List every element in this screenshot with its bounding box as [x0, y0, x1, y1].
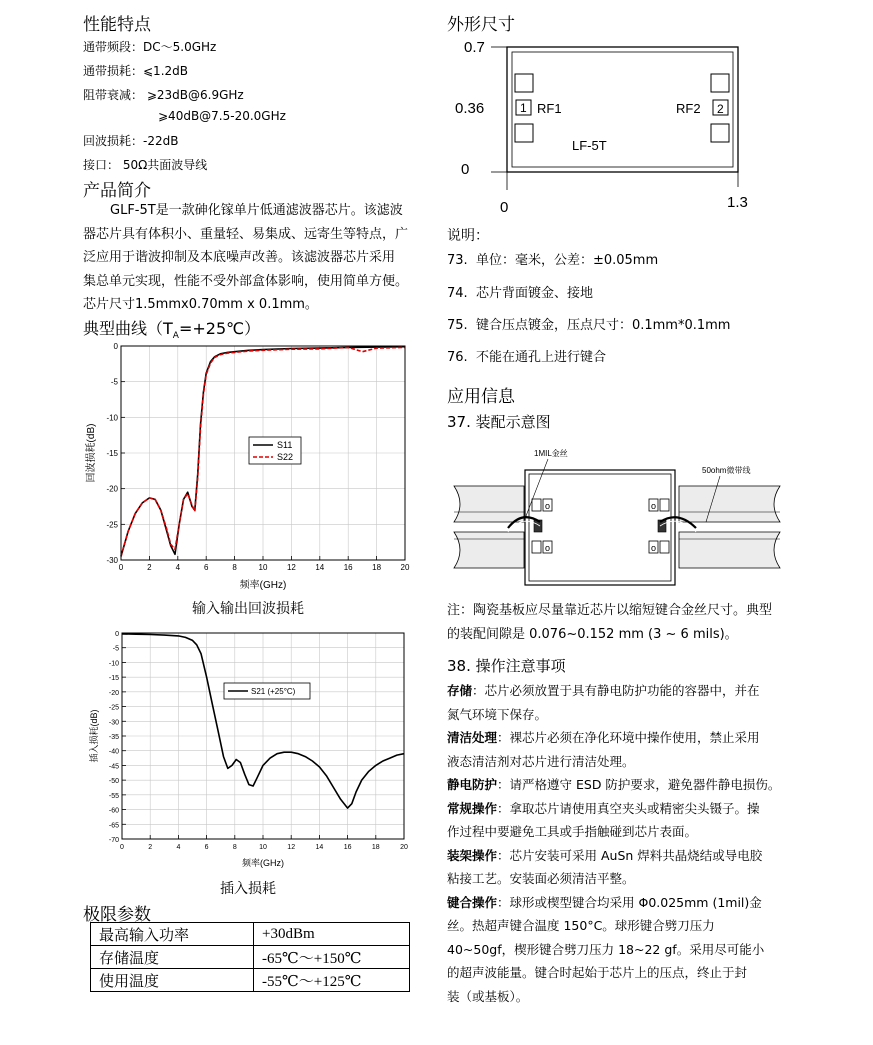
return-loss-legend: [249, 437, 301, 464]
y-tick-label: -30: [108, 719, 119, 727]
legend-s22-label: S22: [277, 452, 294, 462]
label-gold-wire: 1MIL金丝: [534, 449, 568, 458]
op-line: 作过程中要避免工具或手指触碰到芯片表面。: [447, 824, 698, 839]
table-row: [91, 946, 410, 969]
x-tick-label: 4: [176, 844, 181, 851]
left-substrate: [454, 486, 524, 522]
op-line: 装（或基板）。: [447, 988, 529, 1004]
x-tick-label: 14: [315, 844, 324, 851]
x-tick-label: 20: [400, 844, 408, 851]
x-tick-label: 16: [343, 844, 352, 851]
intro-line: 泛应用于谐波抑制及本底噪声改善。该滤波器芯片采用: [83, 250, 396, 265]
x-tick-label: 12: [286, 563, 296, 572]
note-item: [447, 282, 593, 301]
y-tick-label: -20: [106, 484, 118, 494]
y-tick-label: -40: [108, 748, 119, 756]
y-tick-label: -10: [108, 660, 119, 668]
note-number: 76.: [447, 350, 468, 365]
op-line: 装架操作：芯片安装可采用 AuSn 焊料共晶烧结或导电胶: [447, 847, 763, 863]
y-tick-label: -25: [106, 520, 118, 530]
insertion-loss-ticks: [109, 631, 408, 851]
limit-value: -55℃～+125℃: [254, 969, 410, 992]
note-number: 75.: [447, 318, 468, 333]
limit-name: 存储温度: [91, 946, 254, 969]
insertion-loss-chart: [84, 625, 414, 873]
right-substrate: [679, 486, 780, 522]
op-line: 氮气环境下保存。: [447, 706, 548, 722]
ground-pad: [515, 124, 533, 142]
op-line: 的超声波能量。键合时起始于芯片上的压点，终止于封: [447, 965, 748, 980]
outline-x-right: 1.3: [727, 194, 748, 211]
feature-rejection-1: 阻带衰减： ⩾23dB@6.9GHz: [83, 88, 244, 102]
curves-title-prefix: 典型曲线（T: [83, 319, 173, 338]
ground-pad: [711, 124, 729, 142]
op-line: 丝。热超声键合温度 150°C。球形键合劈刀压力: [447, 918, 715, 933]
legend-s11-label: S11: [277, 440, 293, 450]
intro-line: 器芯片具有体积小、重量轻、易集成、远寄生等特点，广: [83, 226, 409, 242]
table-row: [91, 923, 410, 946]
y-tick-label: 0: [115, 631, 119, 638]
feature-interface: 接口： 50Ω共面波导线: [83, 158, 208, 172]
op-line: 存储：芯片必须放置于具有静电防护功能的容器中，并在: [447, 683, 760, 698]
rf2-label: RF2: [676, 101, 701, 116]
insertion-loss-grid: [122, 633, 404, 839]
y-tick-label: -15: [106, 449, 118, 458]
x-tick-label: 0: [120, 844, 124, 851]
return-loss-caption: 输入输出回波损耗: [192, 601, 304, 617]
return-loss-xlabel: 频率(GHz): [239, 580, 287, 591]
table-row: [91, 969, 410, 992]
intro-paragraph: [83, 199, 408, 317]
limit-value: -65℃～+150℃: [254, 946, 410, 969]
pad-mark: o: [651, 543, 657, 553]
feature-insertion-loss: 通带损耗：⩽1.2dB: [83, 64, 188, 78]
intro-line: GLF-5T是一款砷化镓单片低通滤波器芯片。该滤波: [110, 203, 403, 218]
notes-title: 说明：: [447, 228, 489, 244]
return-loss-chart: [78, 338, 418, 594]
note-text: 不能在通孔上进行键合: [475, 350, 606, 365]
outline-y-bot: 0: [461, 161, 470, 178]
x-tick-label: 8: [232, 563, 237, 572]
operations-title: 38. 操作注意事项: [447, 657, 566, 675]
note-item: [447, 249, 658, 268]
pad-mark: o: [651, 501, 657, 511]
note-text: 芯片背面镀金、接地: [475, 286, 593, 301]
pad-mark: o: [545, 543, 551, 553]
x-tick-label: 6: [204, 844, 209, 851]
x-tick-label: 10: [259, 844, 267, 851]
limit-name: 使用温度: [91, 969, 254, 992]
y-tick-label: -55: [108, 792, 119, 800]
y-tick-label: -5: [110, 377, 118, 387]
op-line: 键合操作：球形或楔型键合均采用 Φ0.025mm (1mil)金: [447, 894, 762, 910]
insertion-loss-caption: 插入损耗: [220, 881, 276, 897]
feature-passband: 通带频段：DC～5.0GHz: [83, 40, 217, 54]
x-tick-label: 18: [371, 844, 380, 851]
x-tick-label: 16: [343, 563, 353, 572]
insertion-loss-legend: [224, 683, 310, 699]
op-line: 常规操作：拿取芯片请使用真空夹头或精密尖头镊子。操: [447, 800, 760, 816]
intro-line: 集总单元实现，性能不受外部盒体影响，使用简单方便。: [83, 273, 409, 289]
y-tick-label: -65: [108, 822, 119, 830]
outline-drawing: [445, 34, 765, 220]
y-tick-label: 0: [113, 342, 118, 351]
pad-mark: o: [545, 501, 551, 511]
note-text: 键合压点镀金，压点尺寸：0.1mm*0.1mm: [475, 318, 731, 333]
curves-title-suffix: =+25℃）: [178, 319, 261, 338]
limits-title: 极限参数: [83, 905, 151, 925]
y-tick-label: -5: [112, 645, 119, 653]
y-tick-label: -50: [108, 778, 119, 786]
y-tick-label: -45: [108, 763, 119, 771]
feature-rejection-2: ⩾40dB@7.5-20.0GHz: [158, 109, 286, 123]
x-tick-label: 20: [400, 563, 410, 572]
x-tick-label: 6: [203, 563, 209, 572]
outline-y-top: 0.7: [464, 39, 485, 56]
limit-value: +30dBm: [254, 923, 410, 946]
ground-pad: [711, 74, 729, 92]
ground-pad: [515, 74, 533, 92]
y-tick-label: -60: [108, 807, 119, 815]
op-line: 清洁处理：裸芯片必须在净化环境中操作使用，禁止采用: [447, 730, 760, 745]
return-loss-ylabel: 回波损耗(dB): [86, 423, 97, 483]
limits-table: [90, 922, 410, 992]
operations-list: [447, 679, 780, 1008]
note-number: 74.: [447, 286, 468, 301]
rf1-label: RF1: [537, 101, 562, 116]
x-tick-label: 12: [287, 844, 296, 851]
y-tick-label: -20: [108, 689, 119, 697]
intro-line: 芯片尺寸1.5mmx0.70mm x 0.1mm。: [83, 297, 318, 312]
feature-return-loss: 回波损耗：-22dB: [83, 134, 179, 148]
note-number: 73.: [447, 253, 468, 268]
op-line: 粘接工艺。安装面必须清洁平整。: [447, 871, 635, 886]
y-tick-label: -35: [108, 734, 119, 741]
carrier-outline: [525, 470, 675, 585]
rf1-pad-number: 1: [520, 101, 527, 115]
op-line: 液态清洁剂对芯片进行清洁处理。: [447, 753, 635, 769]
assembly-note-line: 的装配间隙是 0.076~0.152 mm (3 ~ 6 mils)。: [447, 627, 738, 642]
part-label: LF-5T: [572, 138, 607, 153]
x-tick-label: 18: [372, 563, 382, 572]
outline-title: 外形尺寸: [447, 15, 515, 35]
x-tick-label: 14: [315, 563, 325, 572]
x-tick-label: 8: [232, 844, 237, 851]
label-microstrip: 50ohm微带线: [702, 466, 751, 475]
note-item: [447, 346, 606, 365]
note-text: 单位：毫米，公差：±0.05mm: [475, 253, 659, 268]
limit-name: 最高输入功率: [91, 923, 254, 946]
insertion-loss-xlabel: 频率(GHz): [242, 858, 284, 868]
outline-x-left: 0: [500, 199, 509, 216]
application-title: 应用信息: [447, 387, 515, 407]
x-tick-label: 10: [258, 563, 268, 572]
y-tick-label: -30: [106, 556, 118, 565]
y-tick-label: -15: [108, 675, 119, 683]
op-line: 静电防护：请严格遵守 ESD 防护要求，避免器件静电损伤。: [447, 777, 781, 792]
insertion-loss-ylabel: 插入损耗(dB): [89, 709, 99, 763]
assembly-title: 37. 装配示意图: [447, 413, 551, 431]
rf2-pad-number: 2: [717, 102, 724, 116]
legend-s21-label: S21 (+25°C): [251, 687, 296, 696]
x-tick-label: 4: [175, 563, 181, 572]
curves-title-sub: A: [172, 331, 179, 342]
y-tick-label: -25: [108, 704, 119, 712]
features-title: 性能特点: [83, 15, 151, 35]
y-tick-label: -10: [106, 413, 118, 423]
assembly-diagram: [452, 440, 782, 590]
x-tick-label: 2: [147, 563, 152, 572]
assembly-note-line: 注：陶瓷基板应尽量靠近芯片以缩短键合金丝尺寸。典型: [447, 603, 773, 618]
op-line: 40~50gf，楔形键合劈刀压力 18~22 gf。采用尽可能小: [447, 941, 765, 957]
y-tick-label: -70: [108, 837, 119, 844]
x-tick-label: 2: [148, 844, 153, 851]
note-item: [447, 314, 730, 333]
x-tick-label: 0: [118, 563, 124, 572]
outline-y-mid: 0.36: [455, 100, 485, 117]
intro-title: 产品简介: [83, 181, 151, 201]
